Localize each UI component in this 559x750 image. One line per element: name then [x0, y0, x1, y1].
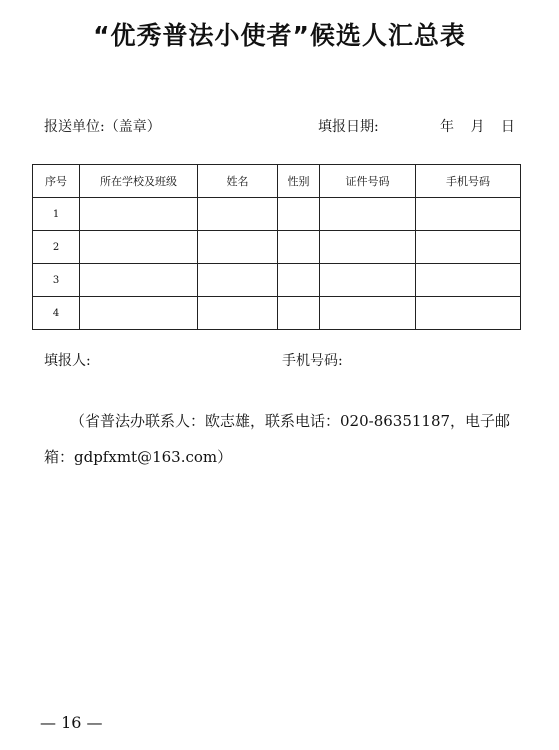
table-row: [33, 264, 521, 297]
cell-gender[interactable]: [278, 198, 320, 231]
filler-label: 填报人:: [44, 353, 91, 369]
filler-phone-label: 手机号码:: [282, 353, 343, 369]
cell-name[interactable]: [198, 231, 278, 264]
table-row: [33, 198, 521, 231]
cell-id-number[interactable]: [320, 231, 416, 264]
cell-id-number[interactable]: [320, 297, 416, 330]
cell-gender[interactable]: [278, 297, 320, 330]
header-id-number: 证件号码: [320, 165, 416, 198]
cell-gender[interactable]: [278, 264, 320, 297]
cell-school-class[interactable]: [80, 297, 198, 330]
header-name: 姓名: [198, 165, 278, 198]
cell-name[interactable]: [198, 198, 278, 231]
row-index: 1: [33, 198, 80, 231]
header-gender: 性别: [278, 165, 320, 198]
candidate-table: [32, 164, 521, 330]
row-index: 4: [33, 297, 80, 330]
row-index: 3: [33, 264, 80, 297]
cell-phone[interactable]: [416, 264, 521, 297]
cell-school-class[interactable]: [80, 231, 198, 264]
unit-label: 报送单位:（盖章）: [44, 119, 161, 135]
date-label: 填报日期:: [318, 119, 379, 135]
cell-school-class[interactable]: [80, 198, 198, 231]
date-fields: 年 月 日: [440, 119, 515, 135]
cell-gender[interactable]: [278, 231, 320, 264]
table-header-row: [33, 165, 521, 198]
table-row: [33, 231, 521, 264]
cell-name[interactable]: [198, 297, 278, 330]
cell-phone[interactable]: [416, 198, 521, 231]
cell-name[interactable]: [198, 264, 278, 297]
header-index: 序号: [33, 165, 80, 198]
cell-phone[interactable]: [416, 231, 521, 264]
cell-school-class[interactable]: [80, 264, 198, 297]
contact-note: （省普法办联系人：欧志雄，联系电话：020-86351187，电子邮箱：gdpfxmt@163.com）: [44, 412, 511, 466]
cell-id-number[interactable]: [320, 198, 416, 231]
cell-id-number[interactable]: [320, 264, 416, 297]
table-row: [33, 297, 521, 330]
page-title: “优秀普法小使者”候选人汇总表: [93, 21, 466, 50]
header-phone: 手机号码: [416, 165, 521, 198]
row-index: 2: [33, 231, 80, 264]
header-school-class: 所在学校及班级: [80, 165, 198, 198]
page-number: — 16 —: [40, 713, 103, 732]
cell-phone[interactable]: [416, 297, 521, 330]
